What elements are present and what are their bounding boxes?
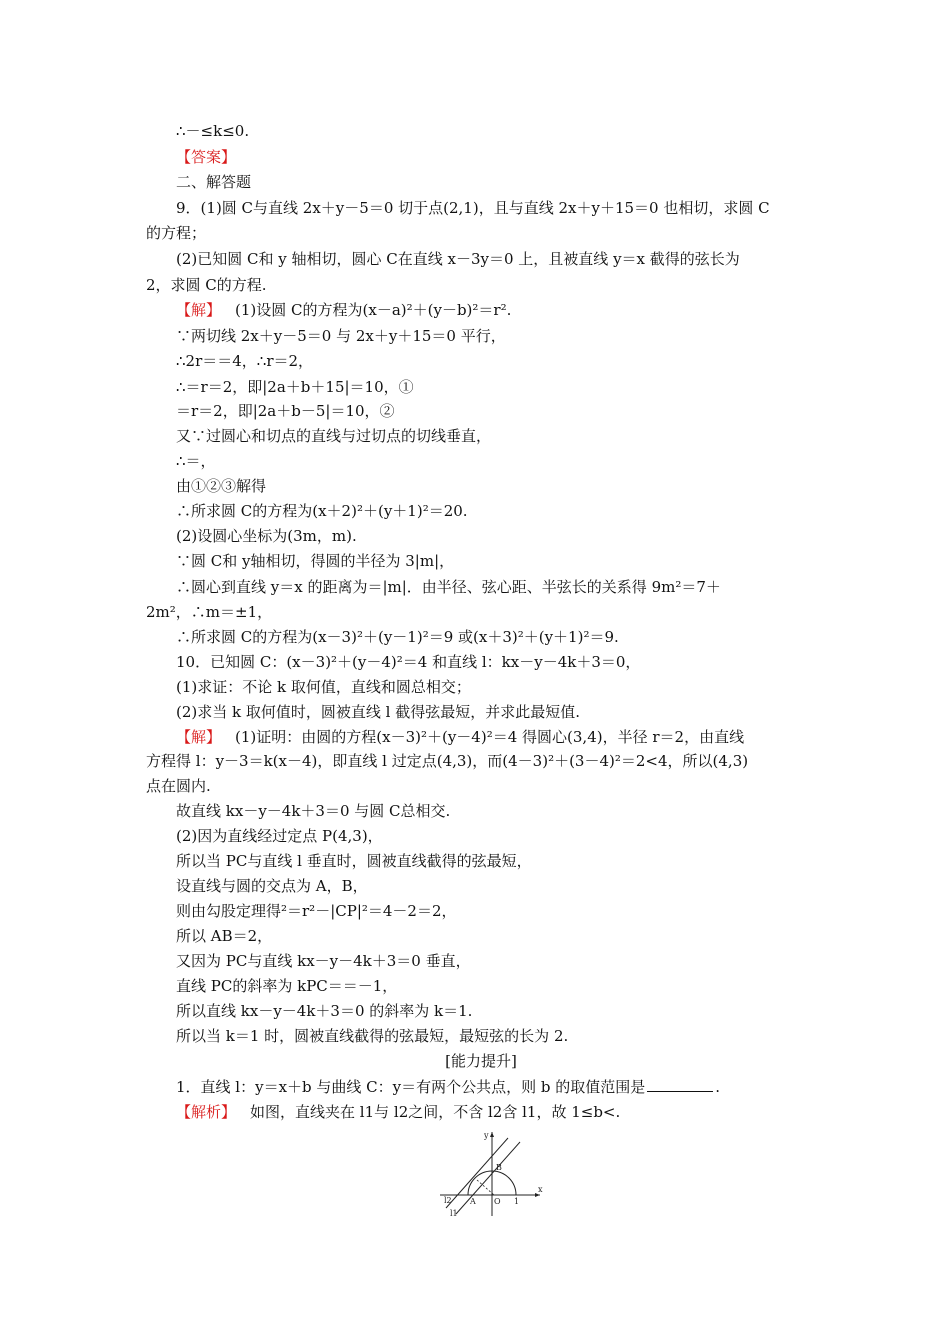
y-axis-arrow [490, 1132, 494, 1137]
analysis-line: 【解析】 如图，直线夹在 l1与 l2之间，不含 l2含 l1，故 1≤b<. [176, 1103, 621, 1121]
text-line: ∴所求圆 C的方程为(x＋2)²＋(y＋1)²＝20. [176, 502, 468, 520]
text-line: 2，求圆 C的方程. [146, 276, 267, 294]
text-line: ∴所求圆 C的方程为(x－3)²＋(y－1)²＝9 或(x＋3)²＋(y＋1)²＝9. [176, 628, 619, 646]
line-l2 [456, 1142, 520, 1214]
diagram-figure [436, 1128, 548, 1218]
y-axis-label: y [484, 1131, 489, 1140]
text-line: 的方程； [146, 224, 207, 242]
origin-label: O [494, 1197, 501, 1206]
text-line: 则由勾股定理得²＝r²－|CP|²＝4－2＝2， [176, 902, 457, 920]
text-line: (2)求当 k 取何值时，圆被直线 l 截得弦最短，并求此最短值. [176, 703, 580, 721]
text-line: 直线 PC的斜率为 kPC＝＝－1， [176, 977, 398, 995]
text-line: (1)求证：不论 k 取何值，直线和圆总相交； [176, 678, 471, 696]
section-heading: 二、解答题 [176, 173, 252, 191]
text-line: 2m²，∴m＝±1， [146, 603, 273, 621]
question-line: 1．直线 l：y＝x＋b 与曲线 C：y＝有两个公共点，则 b 的取值范围是 . [176, 1078, 721, 1096]
analysis-tag: 【解析】 [176, 1103, 237, 1121]
text-line: 设直线与圆的交点为 A，B， [176, 877, 368, 895]
text-line: 所以 AB＝2， [176, 927, 273, 945]
text-line: 又∵过圆心和切点的直线与过切点的切线垂直， [176, 427, 492, 445]
text-line: (2)因为直线经过定点 P(4,3)， [176, 827, 383, 845]
x-axis-label: x [538, 1185, 543, 1194]
one-label: 1 [514, 1197, 520, 1206]
text-line: ∴＝r＝2，即|2a＋b＋15|＝10，① [176, 378, 414, 396]
text-line: 故直线 kx－y－4k＋3＝0 与圆 C总相交. [176, 802, 451, 820]
text-line: ∵圆 C和 y轴相切，得圆的半径为 3|m|， [176, 552, 455, 570]
text-line: 所以当 PC与直线 l 垂直时，圆被直线截得的弦最短， [176, 852, 532, 870]
text-line: 9．(1)圆 C与直线 2x＋y－5＝0 切于点(2,1)，且与直线 2x＋y＋15＝0 也相切，求圆 C [176, 199, 770, 217]
text-line: ＝r＝2，即|2a＋b－5|＝10，② [176, 402, 395, 420]
line-l1-label: l1 [450, 1209, 458, 1218]
solution-line: 【解】 (1)证明：由圆的方程(x－3)²＋(y－4)²＝4 得圆心(3,4)，半径 r＝2，由直线 [176, 728, 745, 746]
point-a-label: A [470, 1197, 476, 1206]
point-b-label: B [496, 1163, 502, 1172]
text-line: ∴2r＝＝4，∴r＝2， [176, 352, 314, 370]
text-line: 所以直线 kx－y－4k＋3＝0 的斜率为 k＝1. [176, 1002, 473, 1020]
section-heading: [能力提升] [445, 1052, 517, 1070]
text-line: 由①②③解得 [176, 477, 267, 495]
solution-line: 【解】 (1)设圆 C的方程为(x－a)²＋(y－b)²＝r². [176, 301, 512, 319]
line-l2-label: l2 [444, 1196, 452, 1205]
solution-tag: 【解】 [176, 301, 222, 319]
text-line: ∴圆心到直线 y＝x 的距离为＝|m|．由半径、弦心距、半弦长的关系得 9m²＝7＋ [176, 578, 721, 596]
answer-tag: 【答案】 [176, 148, 237, 166]
text-line: 10．已知圆 C：(x－3)²＋(y－4)²＝4 和直线 l：kx－y－4k＋3＝0， [176, 653, 641, 671]
text-line: (2)已知圆 C和 y 轴相切，圆心 C在直线 x－3y＝0 上，且被直线 y＝x 截得的弦长为 [176, 250, 740, 268]
text-line: (2)设圆心坐标为(3m，m). [176, 527, 357, 545]
text-line: ∴＝， [176, 452, 216, 470]
text-line: ∵两切线 2x＋y－5＝0 与 2x＋y＋15＝0 平行， [176, 327, 506, 345]
text-line: 点在圆内. [146, 777, 211, 795]
solution-tag: 【解】 [176, 728, 222, 746]
text-line: 又因为 PC与直线 kx－y－4k＋3＝0 垂直， [176, 952, 471, 970]
text-line: ∴－≤k≤0. [176, 122, 250, 140]
text-line: 方程得 l：y－3＝k(x－4)，即直线 l 过定点(4,3)，而(4－3)²＋(3－4)²＝2<4，所以(4,3) [146, 752, 749, 770]
answer-tag-line [176, 147, 816, 167]
answer-blank [647, 1077, 713, 1092]
text-line: 所以当 k＝1 时，圆被直线截得的弦最短，最短弦的长为 2. [176, 1027, 569, 1045]
